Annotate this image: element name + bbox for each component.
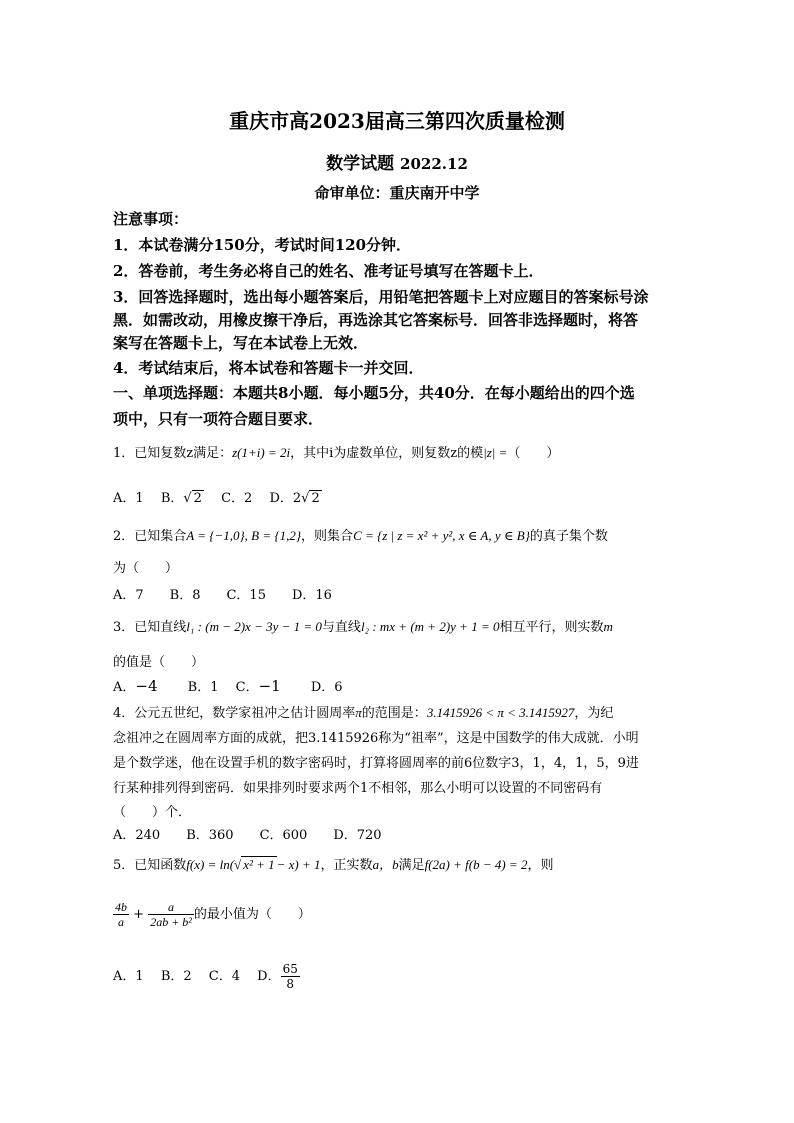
q2-mid: ，则集合 (301, 529, 354, 544)
question-4-line-5: （ ）个． (113, 805, 192, 820)
q5-option-c: C．4 (208, 969, 240, 984)
q5-option-d: D． $\frac{65}{8}$ (257, 962, 298, 991)
q5-condition: f(2a) + f(b − 4) = 2 (424, 857, 528, 872)
q1-pre: 1．已知复数z满足： (113, 446, 233, 461)
q3-var: m (603, 619, 613, 634)
q3-line-2: 的值是（ ） (113, 655, 205, 670)
note-2: 2．答卷前，考生务必将自己的姓名、准考证号填写在答题卡上． (113, 262, 544, 280)
q1-option-a: A．1 (113, 491, 144, 506)
q1-equation: z(1+i) = 2i (232, 445, 291, 460)
question-1-options (113, 487, 322, 506)
q5-option-b: B．2 (160, 969, 192, 984)
q1-option-d: D．2√ 2 (269, 491, 320, 506)
q5-mid: ，正实数 (320, 858, 373, 873)
q5-fraction-2: $\frac{a}{\text{2ab + b²}}$ (150, 900, 192, 929)
subject-label: 数学试题 (326, 154, 395, 174)
q1-post: （ ） (507, 446, 560, 461)
note-3-line-2: 黑．如需改动，用橡皮擦干净后，再选涂其它答案标号．回答非选择题时，将答 (113, 311, 639, 329)
exam-unit: 命审单位：重庆南开中学 (314, 184, 480, 202)
q5-vars: a，b (372, 857, 399, 872)
q1-mid: ，其中i为虚数单位，则复数z的模 (290, 446, 484, 461)
q2-post: 的真子集个数 (529, 529, 608, 544)
q3-option-b: B．1 (187, 680, 219, 695)
question-4-line-4: 行某种排列得到密码．如果排列时要求两个1不相邻，那么小明可以设置的不同密码有 (113, 781, 603, 796)
note-4: 4．考试结束后，将本试卷和答题卡一并交回． (113, 359, 424, 377)
q5-option-a: A．1 (113, 969, 144, 984)
section-heading-line-1: 一、单项选择题：本题共8小题．每小题5分，共40分．在每小题给出的四个选 (113, 384, 635, 402)
notes-heading: 注意事项： (113, 210, 189, 228)
q5-tail: 的最小值为（ ） (193, 907, 311, 922)
q1-option-c: C．2 (221, 491, 253, 506)
note-3-line-3: 案写在答题卡上，写在本试卷上无效． (113, 334, 369, 352)
q3-pre: 3．已知直线 (113, 620, 187, 635)
q3-mid: 与直线 (321, 620, 361, 635)
question-4-line-1: 4．公元五世纪，数学家祖冲之估计圆周率π的范围是：3.1415926 < π < 3.1415927，为纪 (113, 705, 614, 721)
section-heading-line-2: 项中，只有一项符合题目要求． (113, 410, 324, 428)
q3-line-l1: l₁ : (m − 2)x − 3y − 1 = 0 (186, 619, 322, 634)
q3-option-c: C．−1 (235, 677, 281, 695)
note-3-line-1: 3．回答选择题时，选出每小题答案后，用铅笔把答题卡上对应题目的答案标号涂 (113, 288, 649, 306)
q5-option-d-fraction: $\frac{65}{8}$ (282, 962, 298, 991)
question-4-line-3: 是个数学迷，他在设置手机的数字密码时，打算将圆周率的前6位数字3，1，4，1，5，9进 (113, 756, 639, 771)
q3-option-d: D．6 (310, 680, 343, 695)
q1-modulus: |z| = (483, 445, 508, 460)
question-2-stem (113, 525, 608, 544)
exam-title: 重庆市高2023届高三第四次质量检测 (229, 109, 565, 133)
q3-option-a: A．−4 (113, 677, 158, 695)
question-1-stem (113, 442, 559, 461)
q1-option-b: B．√ 2 (160, 491, 202, 506)
q4-pi: π (355, 705, 362, 720)
question-5-expression (113, 900, 311, 929)
q5-mid2: 满足 (398, 858, 425, 873)
question-2-options: A．7 B．8 C．15 D．16 (113, 588, 332, 603)
question-4-line-2: 念祖冲之在圆周率方面的成就，把3.1415926称为“祖率”，这是中国数学的伟大成就．小明 (113, 731, 639, 746)
question-3-options (113, 676, 343, 695)
question-5-options (113, 962, 300, 991)
question-3-stem (113, 616, 613, 635)
q2-set-c: C = {z | z = x² + y², x ∈ A, y ∈ B} (353, 528, 530, 543)
q4-range: 3.1415926 < π < 3.1415927 (426, 705, 575, 720)
note-1: 1．本试卷满分150分，考试时间120分钟． (113, 236, 412, 254)
q2-sets: A = {−1,0}, B = {1,2} (186, 528, 302, 543)
exam-date: 2022.12 (400, 155, 468, 173)
q5-plus: + (133, 907, 145, 922)
question-4-options: A．240 B．360 C．600 D．720 (113, 828, 382, 843)
q5-post: ，则 (527, 858, 554, 873)
q2-pre: 2．已知集合 (113, 529, 187, 544)
subject-line (0, 149, 794, 174)
q5-pre: 5．已知函数 (113, 858, 187, 873)
q5-function: f(x) = ln(√ x² + 1 − x) + 1 (186, 857, 321, 872)
question-5-stem (113, 854, 553, 873)
q3-line-l2: l₂ : mx + (m + 2)y + 1 = 0 (360, 619, 500, 634)
q5-fraction-1: $\frac{4b}{a}$ (115, 900, 127, 929)
q2-line-2: 为（ ） (113, 561, 179, 576)
q3-post: 相互平行，则实数 (499, 620, 604, 635)
